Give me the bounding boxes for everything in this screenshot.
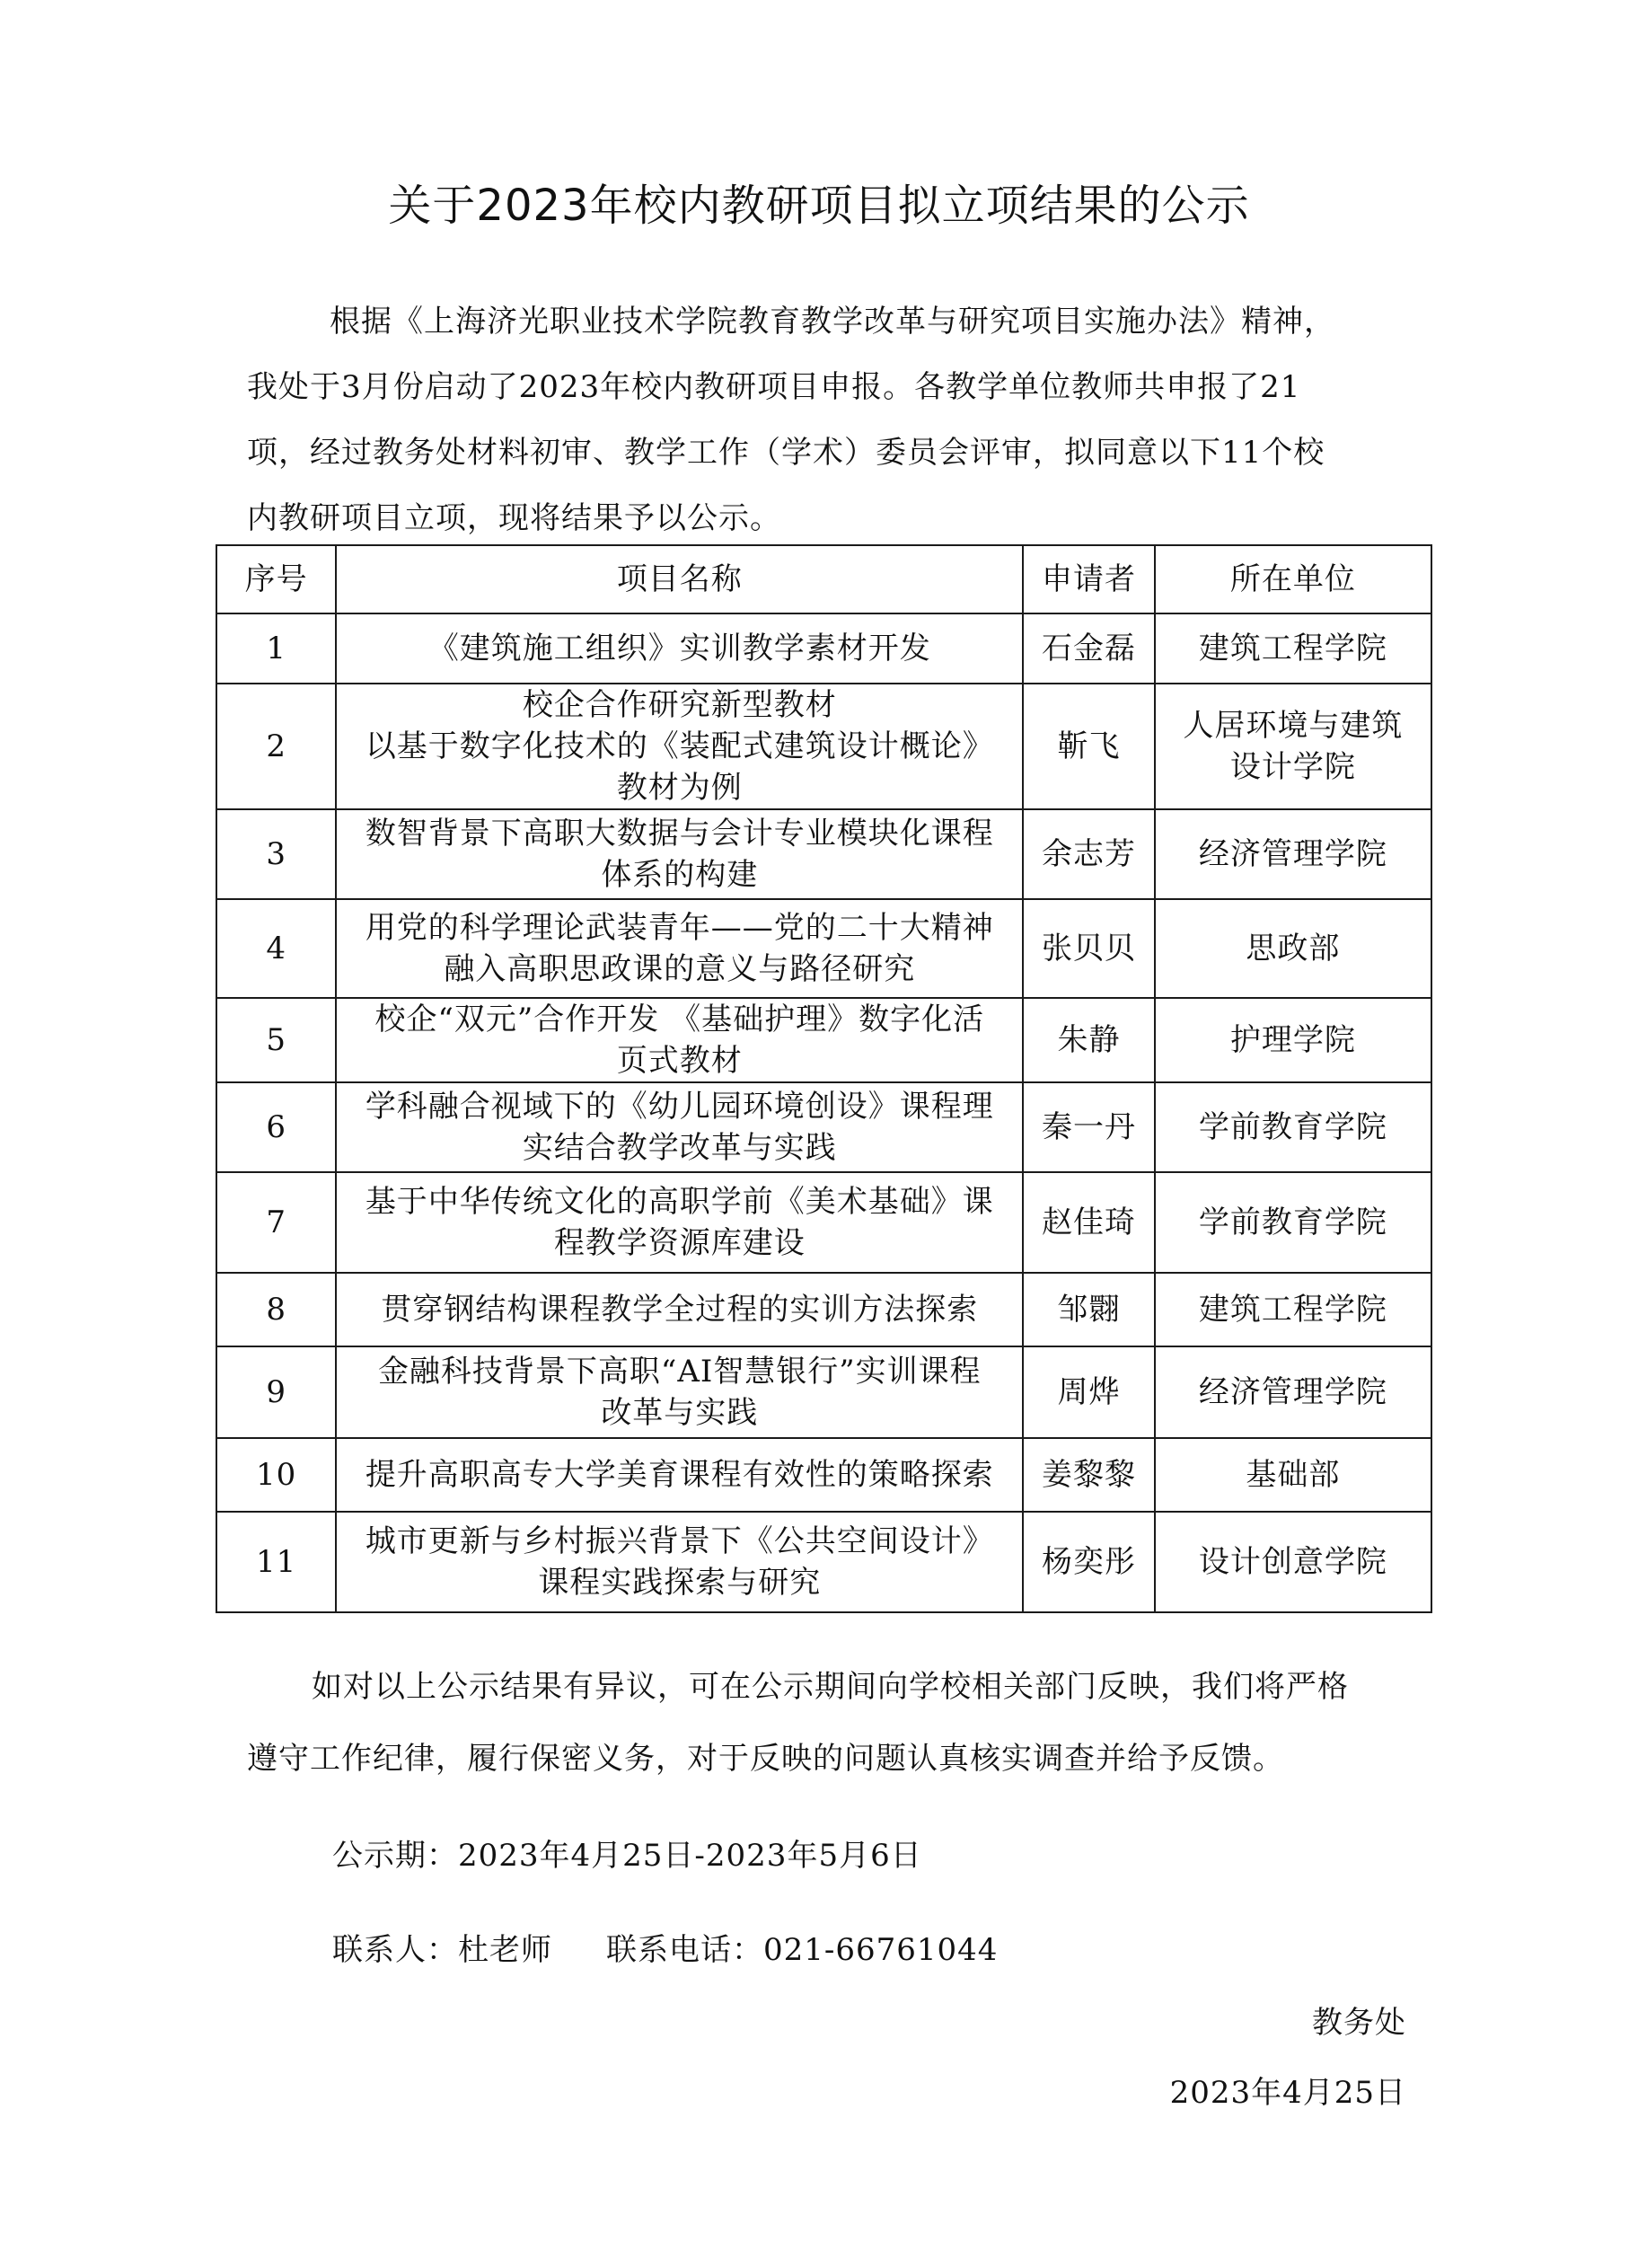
cell-unit [1155,899,1431,998]
cell-project-name [336,1273,1023,1346]
cell-unit [1155,1346,1431,1438]
table-row [216,1273,1431,1346]
project-name-line: 城市更新与乡村振兴背景下《公共空间设计》 [365,1523,994,1559]
intro-line: 根据《上海济光职业技术学院教育教学改革与研究项目实施办法》精神， [330,304,1335,340]
project-name-line: 体系的构建 [601,857,759,893]
unit-line: 思政部 [1246,931,1341,966]
cell-project-name [336,1346,1023,1438]
cell-project-name [336,998,1023,1082]
table-row [216,809,1431,899]
closing-line: 如对以上公示结果有异议，可在公示期间向学校相关部门反映，我们将严格 [312,1669,1349,1705]
unit-line: 设计创意学院 [1198,1544,1387,1580]
cell-applicant: 姜黎黎 [1023,1438,1154,1512]
table-body [216,613,1431,1612]
issuer-signature: 教务处 [1312,2005,1406,2041]
cell-unit [1155,1172,1431,1273]
table-row [216,998,1431,1082]
table-row [216,1512,1431,1612]
project-name-line: 数智背景下高职大数据与会计专业模块化课程 [365,816,994,852]
cell-no: 9 [216,1346,336,1438]
project-name-line: 基于中华传统文化的高职学前《美术基础》课 [365,1184,994,1220]
cell-no: 7 [216,1172,336,1273]
cell-applicant: 邹翾 [1023,1273,1154,1346]
issue-date: 2023年4月25日 [1169,2075,1406,2111]
cell-project-name [336,1512,1023,1612]
cell-applicant: 石金磊 [1023,613,1154,684]
cell-no: 11 [216,1512,336,1612]
cell-applicant: 靳飞 [1023,684,1154,809]
cell-project-name [336,1438,1023,1512]
unit-line: 基础部 [1246,1457,1341,1493]
project-name-line: 教材为例 [616,770,743,806]
publicity-period: 公示期：2023年4月25日-2023年5月6日 [332,1838,922,1874]
unit-line: 经济管理学院 [1198,836,1387,872]
document-title: 关于2023年校内教研项目拟立项结果的公示 [388,181,1250,231]
cell-applicant: 张贝贝 [1023,899,1154,998]
header-name: 项目名称 [336,545,1023,613]
closing-line: 遵守工作纪律，履行保密义务，对于反映的问题认真核实调查并给予反馈。 [247,1741,1284,1777]
unit-line: 护理学院 [1229,1022,1356,1058]
cell-applicant: 余志芳 [1023,809,1154,899]
project-name-line: 用党的科学理论武装青年——党的二十大精神 [365,910,994,946]
closing-paragraph [247,1651,1405,1795]
cell-no: 3 [216,809,336,899]
unit-line: 建筑工程学院 [1198,1292,1387,1328]
cell-project-name [336,684,1023,809]
cell-applicant: 秦一丹 [1023,1082,1154,1172]
intro-line: 内教研项目立项，现将结果予以公示。 [247,500,781,536]
cell-unit [1155,1273,1431,1346]
unit-line: 经济管理学院 [1198,1374,1387,1410]
project-name-line: 以基于数字化技术的《装配式建筑设计概论》 [365,728,994,764]
project-name-line: 校企“双元”合作开发 《基础护理》数字化活 [374,1002,985,1037]
cell-no: 2 [216,684,336,809]
header-no: 序号 [216,545,336,613]
table-row [216,684,1431,809]
cell-project-name [336,809,1023,899]
contact-phone: 联系电话：021-66761044 [606,1932,999,1968]
cell-applicant: 赵佳琦 [1023,1172,1154,1273]
table-row [216,1172,1431,1273]
intro-line: 我处于3月份启动了2023年校内教研项目申报。各教学单位教师共申报了21 [247,369,1301,405]
cell-no: 10 [216,1438,336,1512]
cell-no: 8 [216,1273,336,1346]
project-name-line: 页式教材 [616,1043,743,1079]
cell-project-name [336,1172,1023,1273]
table-row [216,1438,1431,1512]
cell-no: 5 [216,998,336,1082]
cell-applicant: 朱静 [1023,998,1154,1082]
unit-line: 人居环境与建筑 [1183,708,1404,744]
contact-info [332,1925,998,1969]
cell-no: 6 [216,1082,336,1172]
cell-project-name [336,899,1023,998]
cell-project-name [336,1082,1023,1172]
header-unit: 所在单位 [1155,545,1431,613]
cell-project-name [336,613,1023,684]
projects-table [216,544,1432,1613]
cell-unit [1155,1512,1431,1612]
header-applicant: 申请者 [1023,545,1154,613]
unit-line: 建筑工程学院 [1198,631,1387,666]
project-name-line: 程教学资源库建设 [553,1225,806,1261]
cell-no: 4 [216,899,336,998]
cell-unit [1155,613,1431,684]
cell-applicant: 周烨 [1023,1346,1154,1438]
unit-line: 学前教育学院 [1198,1109,1387,1145]
contact-person: 联系人：杜老师 [332,1932,552,1968]
cell-unit [1155,809,1431,899]
project-name-line: 融入高职思政课的意义与路径研究 [444,951,916,987]
project-name-line: 提升高职高专大学美育课程有效性的策略探索 [365,1457,994,1493]
project-name-line: 贯穿钢结构课程教学全过程的实训方法探索 [381,1292,979,1328]
table-row [216,1082,1431,1172]
table-row [216,1346,1431,1438]
table-row [216,899,1431,998]
project-name-line: 改革与实践 [601,1395,759,1431]
unit-line: 设计学院 [1229,749,1356,785]
project-name-line: 实结合教学改革与实践 [522,1130,837,1166]
cell-unit [1155,1082,1431,1172]
project-name-line: 课程实践探索与研究 [538,1565,822,1601]
intro-paragraph [247,289,1405,552]
project-name-line: 金融科技背景下高职“AI智慧银行”实训课程 [377,1354,982,1390]
unit-line: 学前教育学院 [1198,1205,1387,1240]
project-name-line: 学科融合视域下的《幼儿园环境创设》课程理 [365,1089,994,1125]
cell-unit [1155,998,1431,1082]
intro-line: 项，经过教务处材料初审、教学工作（学术）委员会评审，拟同意以下11个校 [247,435,1325,471]
project-name-line: 校企合作研究新型教材 [522,687,837,723]
cell-unit [1155,1438,1431,1512]
table-row [216,613,1431,684]
cell-no: 1 [216,613,336,684]
project-name-line: 《建筑施工组织》实训教学素材开发 [427,631,931,666]
table-header-row [216,545,1431,613]
cell-unit [1155,684,1431,809]
cell-applicant: 杨奕彤 [1023,1512,1154,1612]
